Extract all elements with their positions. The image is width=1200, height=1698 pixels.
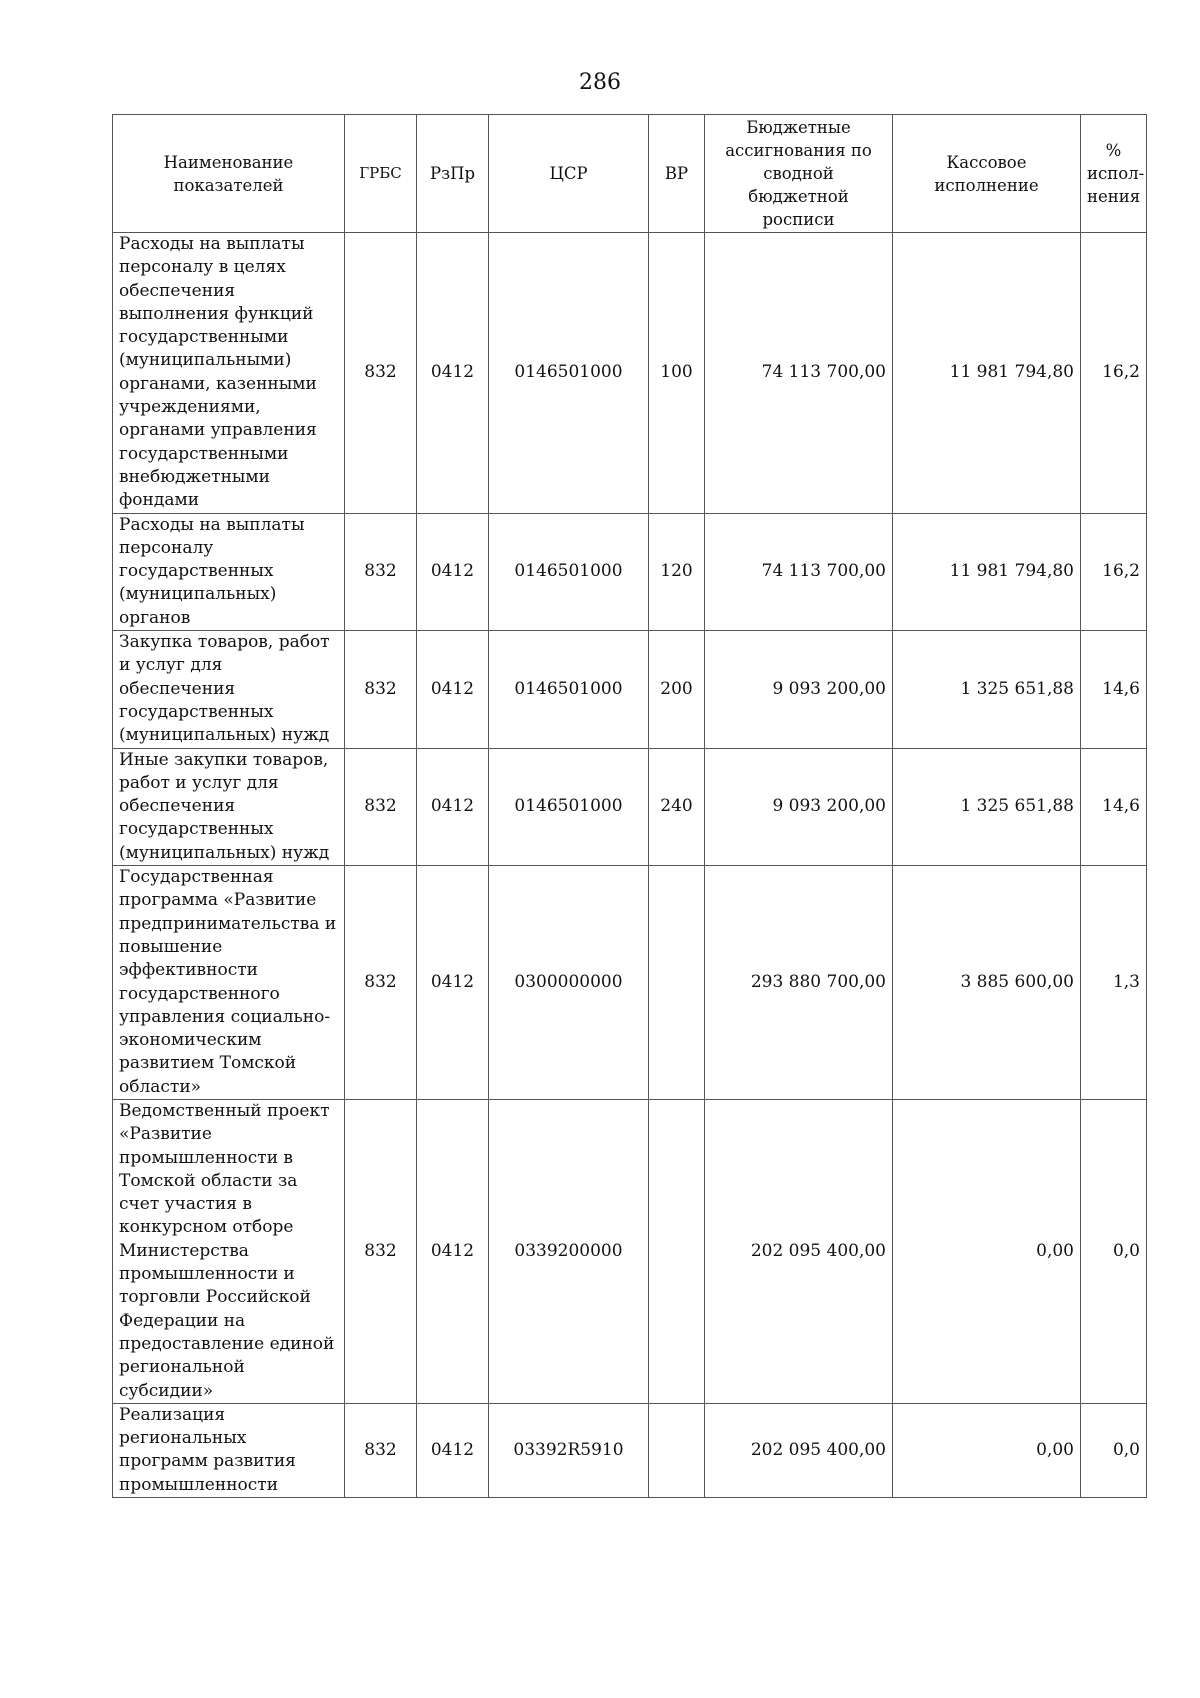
cell-name: Закупка товаров, работ и услуг для обеспечения государственных (муниципальных) нужд bbox=[113, 631, 345, 748]
cell-rzpr: 0412 bbox=[417, 513, 489, 630]
cell-pct: 0,0 bbox=[1081, 1403, 1147, 1497]
cell-name: Государственная программа «Развитие предпринимательства и повышение эффективности государственного управления социально-экономическим развитием Томской области» bbox=[113, 866, 345, 1100]
cell-assign: 202 095 400,00 bbox=[705, 1403, 893, 1497]
cell-name: Расходы на выплаты персоналу государственных (муниципальных) органов bbox=[113, 513, 345, 630]
header-grbs: ГРБС bbox=[345, 115, 417, 233]
cell-csr: 03392R5910 bbox=[489, 1403, 649, 1497]
table-row bbox=[113, 513, 1147, 630]
header-vr: ВР bbox=[649, 115, 705, 233]
cell-assign: 202 095 400,00 bbox=[705, 1099, 893, 1403]
cell-grbs: 832 bbox=[345, 866, 417, 1100]
cell-cash: 3 885 600,00 bbox=[893, 866, 1081, 1100]
cell-assign: 293 880 700,00 bbox=[705, 866, 893, 1100]
cell-rzpr: 0412 bbox=[417, 866, 489, 1100]
table-body bbox=[113, 233, 1147, 1498]
cell-grbs: 832 bbox=[345, 748, 417, 865]
cell-pct: 1,3 bbox=[1081, 866, 1147, 1100]
cell-grbs: 832 bbox=[345, 1403, 417, 1497]
cell-cash: 11 981 794,80 bbox=[893, 233, 1081, 514]
cell-name: Иные закупки товаров, работ и услуг для обеспечения государственных (муниципальных) нужд bbox=[113, 748, 345, 865]
cell-assign: 74 113 700,00 bbox=[705, 233, 893, 514]
header-rzpr: РзПр bbox=[417, 115, 489, 233]
cell-name: Реализация региональных программ развития промышленности bbox=[113, 1403, 345, 1497]
header-pct: % испол-нения bbox=[1081, 115, 1147, 233]
cell-cash: 0,00 bbox=[893, 1099, 1081, 1403]
cell-cash: 0,00 bbox=[893, 1403, 1081, 1497]
cell-rzpr: 0412 bbox=[417, 1403, 489, 1497]
cell-vr: 240 bbox=[649, 748, 705, 865]
cell-vr: 100 bbox=[649, 233, 705, 514]
table-row bbox=[113, 233, 1147, 514]
cell-grbs: 832 bbox=[345, 233, 417, 514]
cell-pct: 14,6 bbox=[1081, 748, 1147, 865]
header-assign: Бюджетные ассигнования по сводной бюджетной росписи bbox=[705, 115, 893, 233]
table-row bbox=[113, 748, 1147, 865]
cell-cash: 11 981 794,80 bbox=[893, 513, 1081, 630]
table-row bbox=[113, 1099, 1147, 1403]
cell-name: Ведомственный проект «Развитие промышленности в Томской области за счет участия в конкурсном отборе Министерства промышленности и торговли Российской Федерации на предоставление единой региональной субсидии» bbox=[113, 1099, 345, 1403]
cell-grbs: 832 bbox=[345, 631, 417, 748]
cell-assign: 9 093 200,00 bbox=[705, 748, 893, 865]
table-row bbox=[113, 631, 1147, 748]
budget-table bbox=[112, 114, 1147, 1498]
cell-pct: 0,0 bbox=[1081, 1099, 1147, 1403]
cell-name: Расходы на выплаты персоналу в целях обеспечения выполнения функций государственными (муниципальными) органами, казенными учреждениями, органами управления государственными внебюджетными фондами bbox=[113, 233, 345, 514]
cell-csr: 0146501000 bbox=[489, 631, 649, 748]
cell-pct: 16,2 bbox=[1081, 513, 1147, 630]
cell-assign: 74 113 700,00 bbox=[705, 513, 893, 630]
cell-csr: 0146501000 bbox=[489, 513, 649, 630]
cell-pct: 16,2 bbox=[1081, 233, 1147, 514]
cell-vr bbox=[649, 866, 705, 1100]
cell-csr: 0300000000 bbox=[489, 866, 649, 1100]
cell-csr: 0146501000 bbox=[489, 233, 649, 514]
header-name: Наименование показателей bbox=[113, 115, 345, 233]
cell-pct: 14,6 bbox=[1081, 631, 1147, 748]
cell-rzpr: 0412 bbox=[417, 631, 489, 748]
cell-rzpr: 0412 bbox=[417, 1099, 489, 1403]
cell-cash: 1 325 651,88 bbox=[893, 631, 1081, 748]
header-csr: ЦСР bbox=[489, 115, 649, 233]
page-number: 286 bbox=[579, 70, 621, 95]
cell-rzpr: 0412 bbox=[417, 748, 489, 865]
table-header-row bbox=[113, 115, 1147, 233]
cell-grbs: 832 bbox=[345, 1099, 417, 1403]
cell-assign: 9 093 200,00 bbox=[705, 631, 893, 748]
table-row bbox=[113, 866, 1147, 1100]
cell-vr bbox=[649, 1403, 705, 1497]
cell-vr: 120 bbox=[649, 513, 705, 630]
cell-csr: 0146501000 bbox=[489, 748, 649, 865]
cell-vr bbox=[649, 1099, 705, 1403]
cell-csr: 0339200000 bbox=[489, 1099, 649, 1403]
cell-grbs: 832 bbox=[345, 513, 417, 630]
cell-rzpr: 0412 bbox=[417, 233, 489, 514]
cell-vr: 200 bbox=[649, 631, 705, 748]
table-row bbox=[113, 1403, 1147, 1497]
header-cash: Кассовое исполнение bbox=[893, 115, 1081, 233]
cell-cash: 1 325 651,88 bbox=[893, 748, 1081, 865]
